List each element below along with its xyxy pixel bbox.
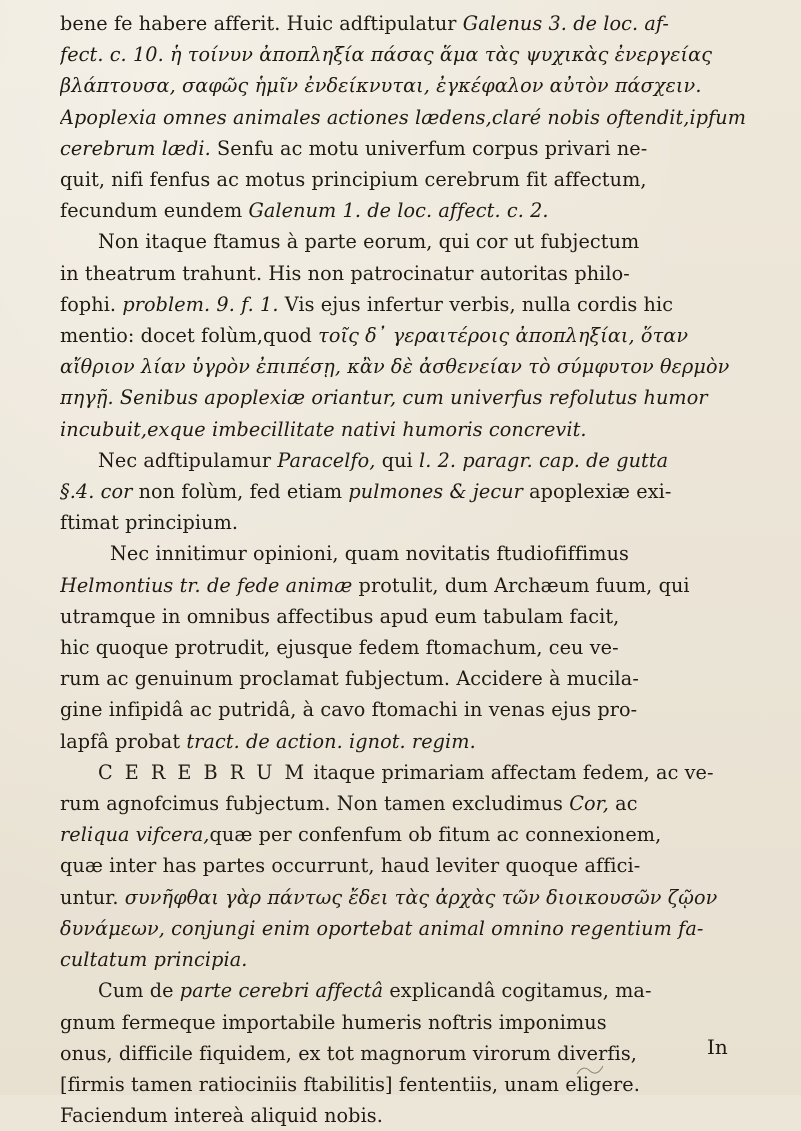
roman-text: fecundum eundem <box>60 199 249 223</box>
roman-text: protulit, dum Archæum fuum, qui <box>352 573 690 597</box>
roman-text: apoplexiæ exi- <box>522 480 672 504</box>
catchword: In <box>707 1035 728 1059</box>
roman-text: hic quoque protrudit, ejusque fedem ftomachum, ceu ve- <box>60 636 619 660</box>
roman-text: Cum de <box>98 979 180 1003</box>
text-line <box>60 507 760 538</box>
greek-text: βλάπτουσα, σαφῶς ἡμῖν ἐνδείκνυται, ἐγκέφαλον αὐτὸν πάσχειν. <box>60 74 702 98</box>
italic-text: parte cerebri affectâ <box>179 979 384 1003</box>
italic-text: §.4. cor <box>60 480 133 504</box>
roman-text: non folùm, fed etiam <box>132 480 349 504</box>
text-line <box>60 414 760 445</box>
roman-text: lapfâ probat <box>60 729 187 753</box>
greek-text: αἴθριον λίαν ὑγρὸν ἐπιπέσῃ, κἂν δὲ ἀσθενείαν τὸ σύμφυτον θερμὸν <box>60 355 730 379</box>
text-line <box>60 382 760 413</box>
text-line <box>60 1038 760 1069</box>
text-line <box>60 320 760 351</box>
greek-text: ἡ τοίνυν ἀποπληξία πάσας ἅμα τὰς ψυχικὰς ἐνεργείας <box>169 43 713 67</box>
text-line <box>60 102 760 133</box>
roman-text: explicandâ cogitamus, ma- <box>383 979 652 1003</box>
roman-text: Faciendum intereà aliquid nobis. <box>60 1104 383 1128</box>
roman-text: rum ac genuinum proclamat fubjectum. Accidere à mucila- <box>60 667 639 691</box>
text-line <box>60 788 760 819</box>
roman-text: untur. <box>60 885 125 909</box>
italic-text: incubuit,exque imbecillitate nativi humoris concrevit. <box>60 417 587 441</box>
roman-text: Nec innitimur opinioni, quam novitatis ftudiofiffimus <box>110 542 629 566</box>
text-line <box>60 913 760 944</box>
text-line <box>60 663 760 694</box>
text-line <box>60 1069 760 1100</box>
italic-text: l. 2. paragr. cap. de gutta <box>418 448 669 472</box>
text-line <box>60 164 760 195</box>
italic-text: cultatum principia. <box>60 948 248 972</box>
text-line <box>60 289 760 320</box>
italic-text: conjungi enim oportebat animal omnino regentium fa- <box>171 916 704 940</box>
roman-text: Nec adftipulamur <box>98 448 278 472</box>
roman-text: C E R E B R U M <box>98 760 308 784</box>
text-line <box>60 882 760 913</box>
text-line <box>60 1007 760 1038</box>
italic-text: Apoplexia omnes animales actiones lædens,claré nobis oftendit,ipfum <box>60 105 747 129</box>
printers-ornament <box>575 1062 605 1078</box>
roman-text: mentio: docet folùm,quod <box>60 324 319 348</box>
roman-text: Vis ejus infertur verbis, nulla cordis hic <box>278 292 674 316</box>
greek-text: πηγῇ. <box>60 386 120 410</box>
roman-text: gine infipidâ ac putridâ, à cavo ftomachi in venas ejus pro- <box>60 698 638 722</box>
roman-text: fophi. <box>60 292 123 316</box>
text-line <box>60 351 760 382</box>
text-line <box>60 1100 760 1131</box>
text-line <box>60 694 760 725</box>
text-line <box>60 258 760 289</box>
italic-text: tract. de action. ignot. regim. <box>186 729 476 753</box>
italic-text: cerebrum lædi. <box>60 136 218 160</box>
roman-text: quæ per confenfum ob fitum ac connexionem, <box>209 823 662 847</box>
text-line <box>60 819 760 850</box>
italic-text: problem. 9. f. 1. <box>122 292 279 316</box>
italic-text: Helmontius tr. de fede animæ <box>60 573 353 597</box>
roman-text: [firmis tamen ratiociniis ftabilitis] fententiis, unam eligere. <box>60 1072 640 1096</box>
text-line <box>60 726 760 757</box>
greek-text: συνῆφθαι γὰρ πάντως ἔδει τὰς ἀρχὰς τῶν διοικουσῶν ζῷον <box>124 885 718 909</box>
text-line <box>60 445 760 476</box>
text-line <box>60 195 760 226</box>
text-line <box>60 570 760 601</box>
text-line <box>60 944 760 975</box>
roman-text: Non itaque ftamus à parte eorum, qui cor ut fubjectum <box>98 230 640 254</box>
roman-text: onus, difficile fiquidem, ex tot magnorum virorum diverfis, <box>60 1041 637 1065</box>
text-line <box>60 133 760 164</box>
text-line <box>60 8 760 39</box>
italic-text: Galenus 3. de loc. af- <box>462 12 670 35</box>
roman-text: in theatrum trahunt. His non patrocinatur autoritas philo- <box>60 261 630 285</box>
roman-text: ftimat principium. <box>60 511 239 535</box>
roman-text: quit, nifi fenfus ac motus principium cerebrum fit affectum, <box>60 168 647 192</box>
italic-text: reliqua vifcera, <box>60 823 210 847</box>
italic-text: Galenum 1. de loc. affect. c. 2. <box>248 199 549 223</box>
text-line <box>60 476 760 507</box>
text-line <box>60 601 760 632</box>
text-line <box>60 850 760 881</box>
roman-text: bene fe habere afferit. Huic adftipulatur <box>60 12 463 35</box>
roman-text: itaque primariam affectam fedem, ac ve- <box>307 760 714 784</box>
text-line <box>60 39 760 70</box>
italic-text: Senibus apoplexiæ oriantur, cum univerfus refolutus humor <box>119 386 708 410</box>
italic-text: Cor, <box>569 792 609 816</box>
italic-text: Paracelfo, <box>277 448 376 472</box>
italic-text: fect. c. 10. <box>60 43 170 67</box>
main-text <box>60 8 760 1131</box>
italic-text: pulmones & jecur <box>348 480 523 504</box>
roman-text: Senfu ac motu univerfum corpus privari ne- <box>217 136 648 160</box>
roman-text: ac <box>608 792 638 816</box>
text-line <box>60 632 760 663</box>
greek-text: τοῖς δ᾽ γεραιτέροις ἀποπληξίαι, ὅταν <box>318 324 689 348</box>
roman-text: utramque in omnibus affectibus apud eum tabulam facit, <box>60 604 620 628</box>
roman-text: quæ inter has partes occurrunt, haud leviter quoque affici- <box>60 854 641 878</box>
text-line <box>60 70 760 101</box>
roman-text: rum agnofcimus fubjectum. Non tamen excludimus <box>60 792 570 816</box>
text-line <box>60 226 760 257</box>
greek-text: δυνάμεων, <box>60 916 172 940</box>
text-line <box>60 975 760 1006</box>
text-line <box>60 538 760 569</box>
roman-text: qui <box>375 448 419 472</box>
text-line <box>60 757 760 788</box>
roman-text: gnum fermeque importabile humeris noftris imponimus <box>60 1010 607 1034</box>
